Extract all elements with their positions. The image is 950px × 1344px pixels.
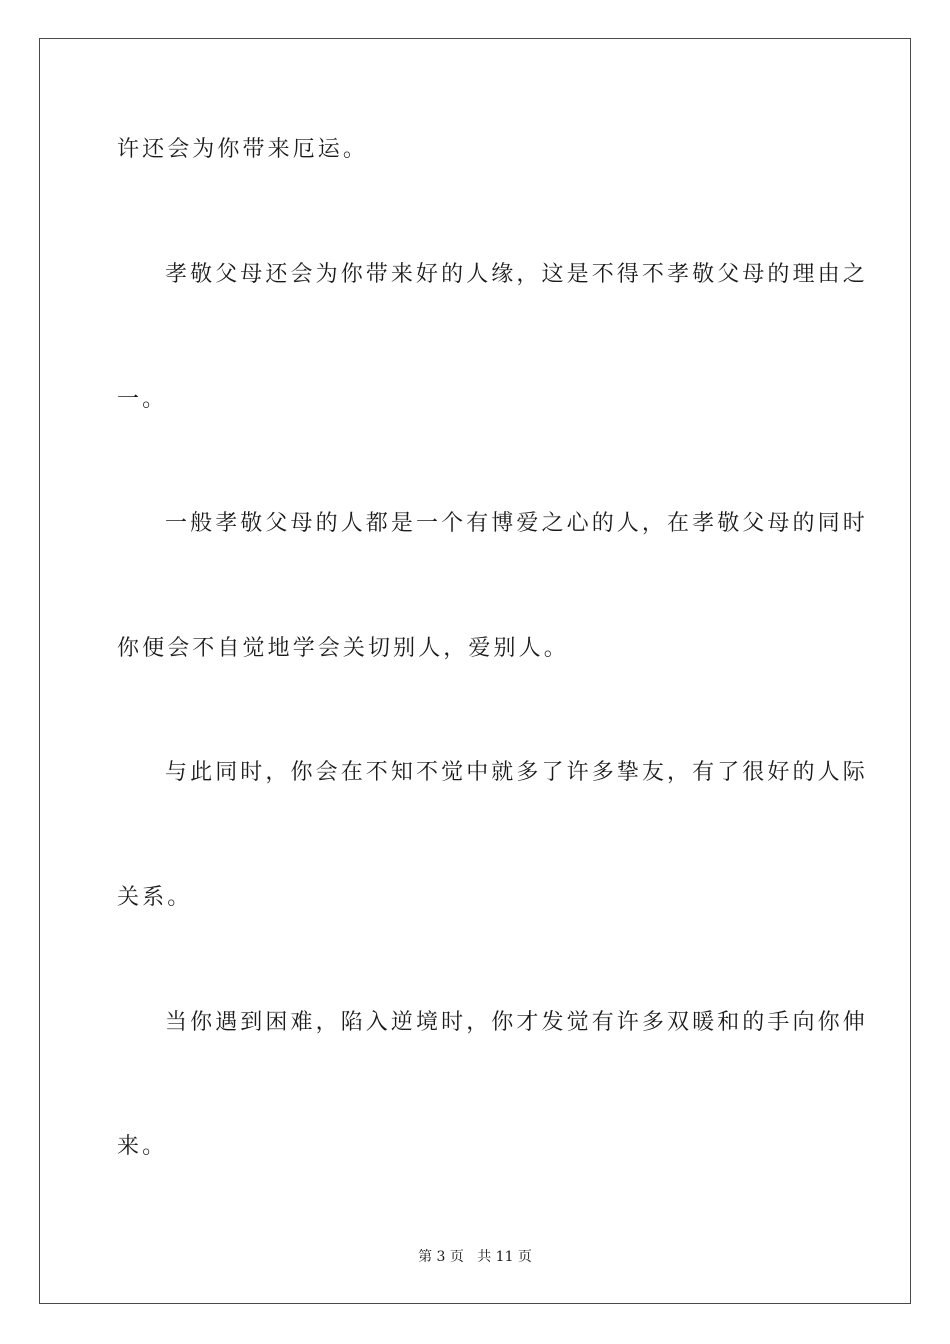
paragraph-first-line: 孝敬父母还会为你带来好的人缘，这是不得不孝敬父母的理由之 [165,262,868,287]
text-line: 你便会不自觉地学会关切别人，爱别人。 [117,636,569,661]
page-border [39,38,911,1304]
text-line: 一。 [117,387,168,412]
text-line: 许还会为你带来厄运。 [117,137,369,162]
paragraph-first-line: 当你遇到困难，陷入逆境时，你才发觉有许多双暖和的手向你伸 [165,1010,868,1035]
text-line: 关系。 [117,885,193,910]
text-line: 来。 [117,1134,168,1159]
paragraph-first-line: 与此同时，你会在不知不觉中就多了许多挚友，有了很好的人际 [165,760,868,785]
paragraph-first-line: 一般孝敬父母的人都是一个有博爱之心的人，在孝敬父母的同时 [165,511,868,536]
page-number-footer: 第 3 页 共 11 页 [418,1249,532,1265]
